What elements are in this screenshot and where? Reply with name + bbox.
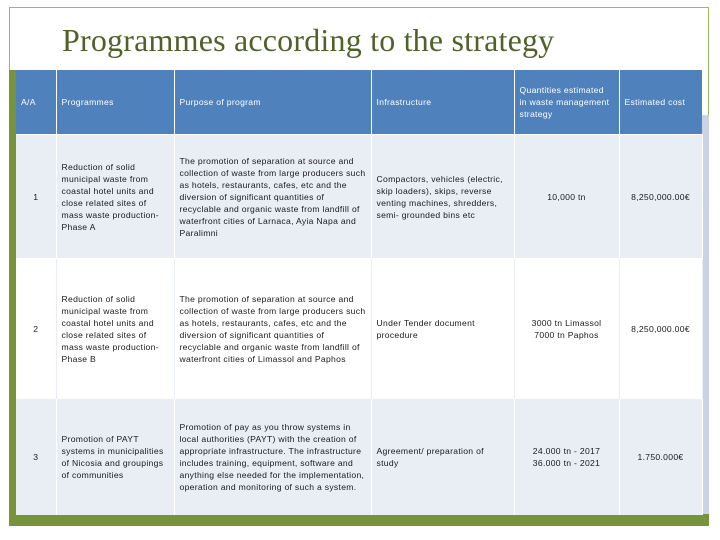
quantity-line: 36.000 tn - 2021 xyxy=(532,457,601,468)
quantity-line: 10,000 tn xyxy=(547,191,586,202)
cell-cost: 8,250,000.00€ xyxy=(619,259,702,399)
cell-aa: 3 xyxy=(16,399,56,515)
bottom-accent-bar xyxy=(9,514,709,526)
cell-programme: Reduction of solid municipal waste from coastal hotel units and close related sites of mass waste production- Phase A xyxy=(56,135,174,259)
cell-programme: Reduction of solid municipal waste from coastal hotel units and close related sites of mass waste production- Phase B xyxy=(56,259,174,399)
cell-programme: Promotion of PAYT systems in municipalities of Nicosia and groupings of communities xyxy=(56,399,174,515)
cell-infrastructure: Under Tender document procedure xyxy=(371,259,514,399)
cell-cost: 1.750.000€ xyxy=(619,399,702,515)
page-title: Programmes according to the strategy xyxy=(62,22,555,58)
left-accent-bar xyxy=(9,70,16,526)
quantity-line: 3000 tn Limassol xyxy=(531,317,602,328)
cell-purpose: The promotion of separation at source and collection of waste from large producers such as hotels, restaurants, cafes, etc and the diversion of significant quantities of recyclable and organic waste from landfill of waterfront cities of Larnaca, Ayia Napa and Paralimni xyxy=(174,135,371,259)
right-shade-strip xyxy=(702,115,709,514)
cell-quantities xyxy=(514,259,619,399)
cell-purpose: Promotion of pay as you throw systems in local authorities (PAYT) with the creation of appropriate infrastructure. The infrastructure includes training, equipment, software and anything else needed for the implementation, operation and monitoring of such a system. xyxy=(174,399,371,515)
header-aa: A/A xyxy=(16,70,56,135)
header-programmes: Programmes xyxy=(56,70,174,135)
table-row xyxy=(16,259,702,399)
cell-aa: 1 xyxy=(16,135,56,259)
header-purpose: Purpose of program xyxy=(174,70,371,135)
cell-quantities xyxy=(514,135,619,259)
cell-quantities xyxy=(514,399,619,515)
quantity-line: 24.000 tn - 2017 xyxy=(532,445,601,456)
cell-infrastructure: Compactors, vehicles (electric, skip loaders), skips, reverse venting machines, shredders, semi- grounded bins etc xyxy=(371,135,514,259)
cell-purpose: The promotion of separation at source and collection of waste from large producers such as hotels, restaurants, cafes, etc and the diversion of significant quantities of recyclable and organic waste from landfill of waterfront cities of Limassol and Paphos xyxy=(174,259,371,399)
header-cost: Estimated cost xyxy=(619,70,702,135)
header-quantities: Quantities estimated in waste management strategy xyxy=(514,70,619,135)
cell-cost: 8,250,000.00€ xyxy=(619,135,702,259)
cell-infrastructure: Agreement/ preparation of study xyxy=(371,399,514,515)
cell-aa: 2 xyxy=(16,259,56,399)
table-row xyxy=(16,135,702,259)
quantity-line: 7000 tn Paphos xyxy=(534,329,599,340)
header-infrastructure: Infrastructure xyxy=(371,70,514,135)
programmes-table xyxy=(16,70,703,515)
table-header-row xyxy=(16,70,702,135)
table-row xyxy=(16,399,702,515)
